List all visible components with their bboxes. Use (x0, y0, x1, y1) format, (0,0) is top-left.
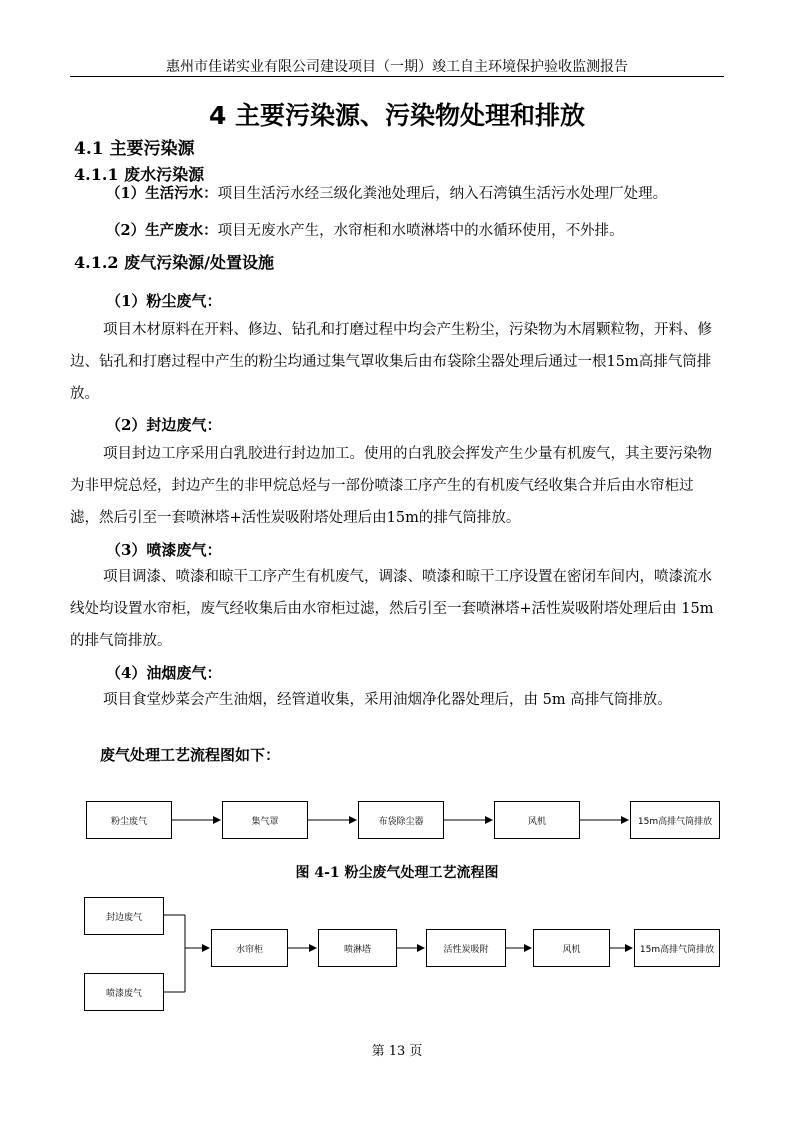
edge-gas-label: （2）封边废气： (106, 416, 222, 434)
flow1-node-fan: 风机 (494, 801, 580, 839)
production-wastewater-label: （2）生产废水： (106, 222, 218, 239)
fume-gas-text: 项目食堂炒菜会产生油烟，经管道收集，采用油烟净化器处理后，由 5m 高排气筒排放。 (103, 692, 672, 708)
flow1-node-dust: 粉尘废气 (86, 801, 172, 839)
fume-gas-label: （4）油烟废气： (106, 664, 222, 682)
section-4-1-title: 4.1 主要污染源 (74, 139, 195, 159)
flow2-source-paint: 喷漆废气 (84, 973, 164, 1011)
chapter-title: 4 主要污染源、污染物处理和排放 (208, 101, 586, 130)
dust-gas-text: 项目木材原料在开料、修边、钻孔和打磨过程中均会产生粉尘，污染物为木屑颗粒物，开料、修边、钻孔和打磨过程中产生的粉尘均通过集气罩收集后由布袋除尘器处理后通过一根15m高排气筒排放。 (70, 322, 712, 402)
flow2-node-spray-tower: 喷淋塔 (318, 929, 397, 967)
edge-gas-text: 项目封边工序采用白乳胶进行封边加工。使用的白乳胶会挥发产生少量有机废气，其主要污染物为非甲烷总烃，封边产生的非甲烷总烃与一部份喷漆工序产生的有机废气经收集合并后由水帘柜过滤，然后引至一套喷淋塔+活性炭吸附塔处理后由15m的排气筒排放。 (70, 446, 712, 526)
page-number: 第 13 页 (371, 1044, 423, 1059)
page-header: 惠州市佳诺实业有限公司建设项目（一期）竣工自主环境保护验收监测报告 (166, 59, 628, 75)
flow2-node-activated-carbon: 活性炭吸附 (426, 929, 506, 967)
flow2-node-stack: 15m高排气筒排放 (634, 929, 720, 967)
flow-intro: 废气处理工艺流程图如下： (100, 746, 281, 764)
section-4-1-2-title: 4.1.2 废气污染源/处置设施 (74, 253, 274, 272)
flow1-node-stack: 15m高排气筒排放 (630, 801, 720, 839)
production-wastewater-text: 项目无废水产生，水帘柜和水喷淋塔中的水循环使用，不外排。 (217, 223, 624, 239)
figure-caption-4-1: 图 4-1 粉尘废气处理工艺流程图 (295, 865, 499, 881)
dust-gas-label: （1）粉尘废气： (106, 292, 222, 310)
domestic-wastewater-text: 项目生活污水经三级化粪池处理后，纳入石湾镇生活污水处理厂处理。 (217, 186, 668, 202)
flow1-node-bag-filter: 布袋除尘器 (358, 801, 444, 839)
paint-gas-text: 项目调漆、喷漆和晾干工序产生有机废气，调漆、喷漆和晾干工序设置在密闭车间内，喷漆流水线处均设置水帘柜，废气经收集后由水帘柜过滤，然后引至一套喷淋塔+活性炭吸附塔处理后由 15m 的排气筒排放。 (70, 569, 714, 649)
flow2-source-edge: 封边废气 (84, 897, 164, 935)
flow1-node-hood: 集气罩 (222, 801, 308, 839)
flow2-node-fan: 风机 (533, 929, 610, 967)
flow2-node-water-curtain: 水帘柜 (211, 929, 288, 967)
domestic-wastewater-label: （1）生活污水： (106, 185, 218, 202)
paint-gas-label: （3）喷漆废气： (106, 541, 222, 559)
section-4-1-1-title: 4.1.1 废水污染源 (74, 165, 205, 184)
